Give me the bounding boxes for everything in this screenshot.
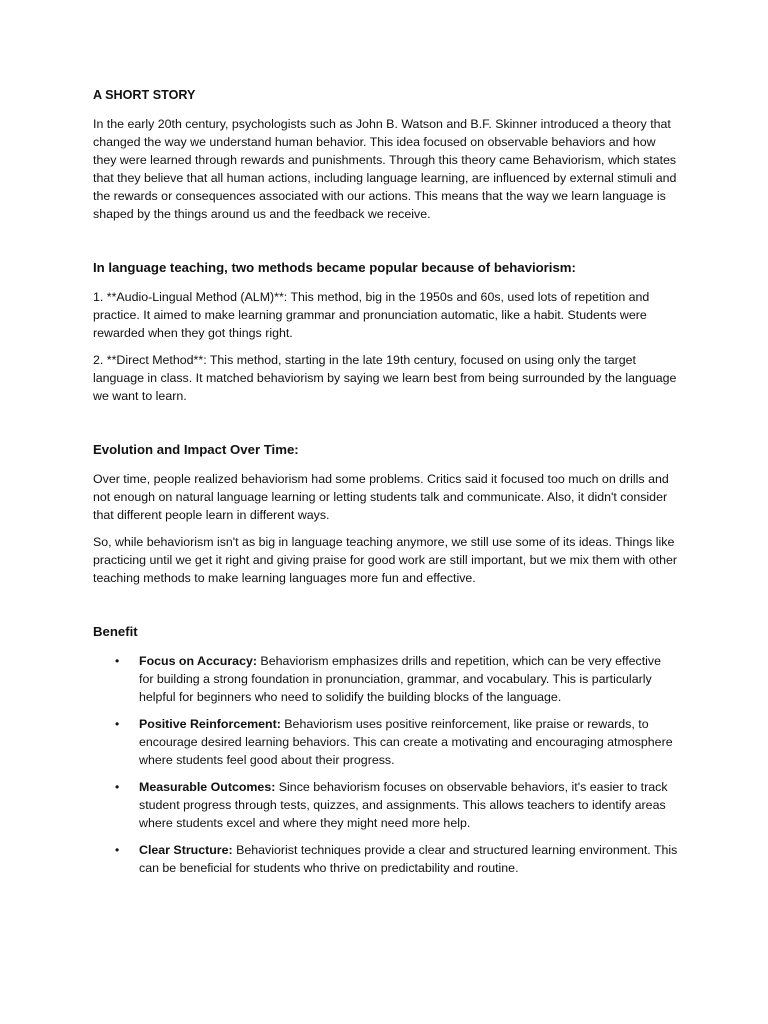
intro-paragraph: In the early 20th century, psychologists such as John B. Watson and B.F. Skinner introduced a theory that changed the way we understand human behavior. This idea focused on observable behaviors and how they were learned through rewards and punishments. Through this theory came Behaviorism, which states that they believe that all human actions, including language learning, are influenced by external stimuli and the rewards or consequences associated with our actions. This means that the way we learn language is shaped by the things around us and the feedback we receive.	[93, 117, 677, 221]
benefit-text: Behaviorism emphasizes drills and repetition, which can be very effective for building a strong foundation in pronunciation, grammar, and vocabulary. This is particularly helpful for beginners who need to solidify the building blocks of the language.	[139, 654, 662, 704]
benefit-heading: Benefit	[93, 624, 138, 639]
methods-heading: In language teaching, two methods became popular because of behaviorism:	[93, 260, 576, 275]
bullet-icon: •	[115, 843, 120, 857]
benefit-term: Focus on Accuracy:	[139, 654, 257, 668]
document-page	[93, 86, 678, 886]
bullet-icon: •	[115, 654, 120, 668]
method-1-paragraph: 1. **Audio-Lingual Method (ALM)**: This method, big in the 1950s and 60s, used lots of repetition and practice. It aimed to make learning grammar and pronunciation automatic, like a habit. Students were rewarded when they got things right.	[93, 290, 650, 340]
benefit-term: Measurable Outcomes:	[139, 780, 276, 794]
method-2-paragraph: 2. **Direct Method**: This method, starting in the late 19th century, focused on using only the target language in class. It matched behaviorism by saying we learn best from being surrounded by the language we want to learn.	[93, 353, 677, 403]
benefit-text: Behaviorist techniques provide a clear and structured learning environment. This can be beneficial for students who thrive on predictability and routine.	[139, 843, 678, 875]
bullet-icon: •	[115, 717, 120, 731]
benefit-term: Positive Reinforcement:	[139, 717, 281, 731]
benefit-term: Clear Structure:	[139, 843, 233, 857]
list-item	[93, 778, 678, 832]
benefit-text: Behaviorism uses positive reinforcement, like praise or rewards, to encourage desired learning behaviors. This can create a motivating and encouraging atmosphere where students feel good about their progress.	[139, 717, 673, 767]
bullet-icon: •	[115, 780, 120, 794]
list-item	[93, 715, 678, 769]
list-item	[93, 652, 678, 706]
benefit-text: Since behaviorism focuses on observable behaviors, it's easier to track student progress through tests, quizzes, and assignments. This allows teachers to identify areas where students excel and where they might need more help.	[139, 780, 668, 830]
document-title: A SHORT STORY	[93, 88, 196, 102]
evolution-paragraph-1: Over time, people realized behaviorism had some problems. Critics said it focused too much on drills and not enough on natural language learning or letting students talk and communicate. Also, it didn't consider that different people learn in different ways.	[93, 472, 669, 522]
benefit-list	[93, 652, 678, 877]
evolution-paragraph-2: So, while behaviorism isn't as big in language teaching anymore, we still use some of its ideas. Things like practicing until we get it right and giving praise for good work are still important, but we mix them with other teaching methods to make learning languages more fun and effective.	[93, 535, 678, 585]
list-item	[93, 841, 678, 877]
evolution-heading: Evolution and Impact Over Time:	[93, 442, 299, 457]
